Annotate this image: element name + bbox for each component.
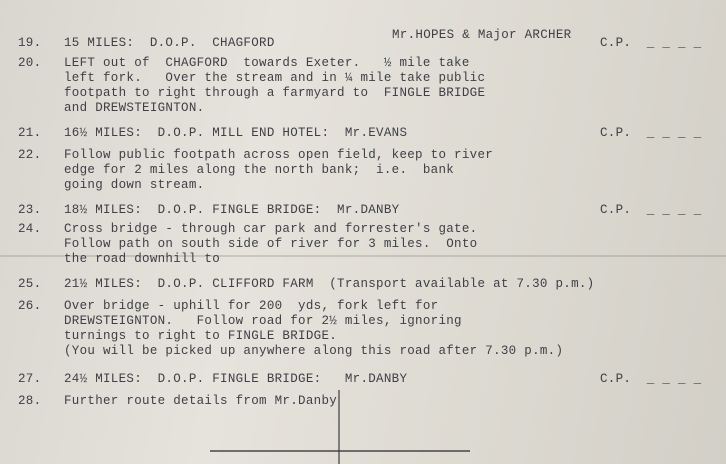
item-number: 28. [18, 394, 42, 408]
item-number: 25. [18, 277, 42, 291]
header-line [0, 14, 572, 42]
item-number: 19. [18, 36, 42, 50]
item-number: 21. [18, 126, 42, 140]
item-text: 24½ MILES: D.O.P. FINGLE BRIDGE: Mr.DANBY [64, 372, 408, 386]
item-text: turnings to right to FINGLE BRIDGE. [64, 329, 338, 343]
item-text: 18½ MILES: D.O.P. FINGLE BRIDGE: Mr.DANBY [64, 203, 400, 217]
item-number: 23. [18, 203, 42, 217]
item-text: and DREWSTEIGNTON. [64, 101, 205, 115]
item-text: Further route details from Mr.Danby [64, 394, 338, 408]
item-text: Follow path on south side of river for 3 miles. Onto [64, 237, 478, 251]
checkpoint-label: C.P. _ _ _ _ [600, 126, 702, 140]
item-number: 26. [18, 299, 42, 313]
item-text: LEFT out of CHAGFORD towards Exeter. ½ mile take [64, 56, 470, 70]
item-text: edge for 2 miles along the north bank; i.e. bank [64, 163, 455, 177]
checkpoint-label: C.P. _ _ _ _ [600, 372, 702, 386]
item-number: 27. [18, 372, 42, 386]
item-number: 24. [18, 222, 42, 236]
item-text: (You will be picked up anywhere along this road after 7.30 p.m.) [64, 344, 564, 358]
item-text: DREWSTEIGNTON. Follow road for 2½ miles, ignoring [64, 314, 462, 328]
item-text: Cross bridge - through car park and forrester's gate. [64, 222, 478, 236]
item-text: the road downhill to [64, 252, 221, 266]
document-rule-line [210, 450, 470, 452]
item-text: left fork. Over the stream and in ¼ mile take public [64, 71, 486, 85]
item-text: 15 MILES: D.O.P. CHAGFORD [64, 36, 275, 50]
item-text: 16½ MILES: D.O.P. MILL END HOTEL: Mr.EVANS [64, 126, 408, 140]
item-number: 20. [18, 56, 42, 70]
checkpoint-label: C.P. _ _ _ _ [600, 203, 702, 217]
item-number: 22. [18, 148, 42, 162]
item-text: Follow public footpath across open field, keep to river [64, 148, 494, 162]
paper-fold-mark [338, 390, 340, 464]
checkpoint-label: C.P. _ _ _ _ [600, 36, 702, 50]
page-header: Mr.HOPES & Major ARCHER [392, 28, 572, 42]
item-text: going down stream. [64, 178, 205, 192]
item-text: footpath to right through a farmyard to FINGLE BRIDGE [64, 86, 486, 100]
item-text: Over bridge - uphill for 200 yds, fork left for [64, 299, 439, 313]
item-text: 21½ MILES: D.O.P. CLIFFORD FARM (Transport available at 7.30 p.m.) [64, 277, 595, 291]
